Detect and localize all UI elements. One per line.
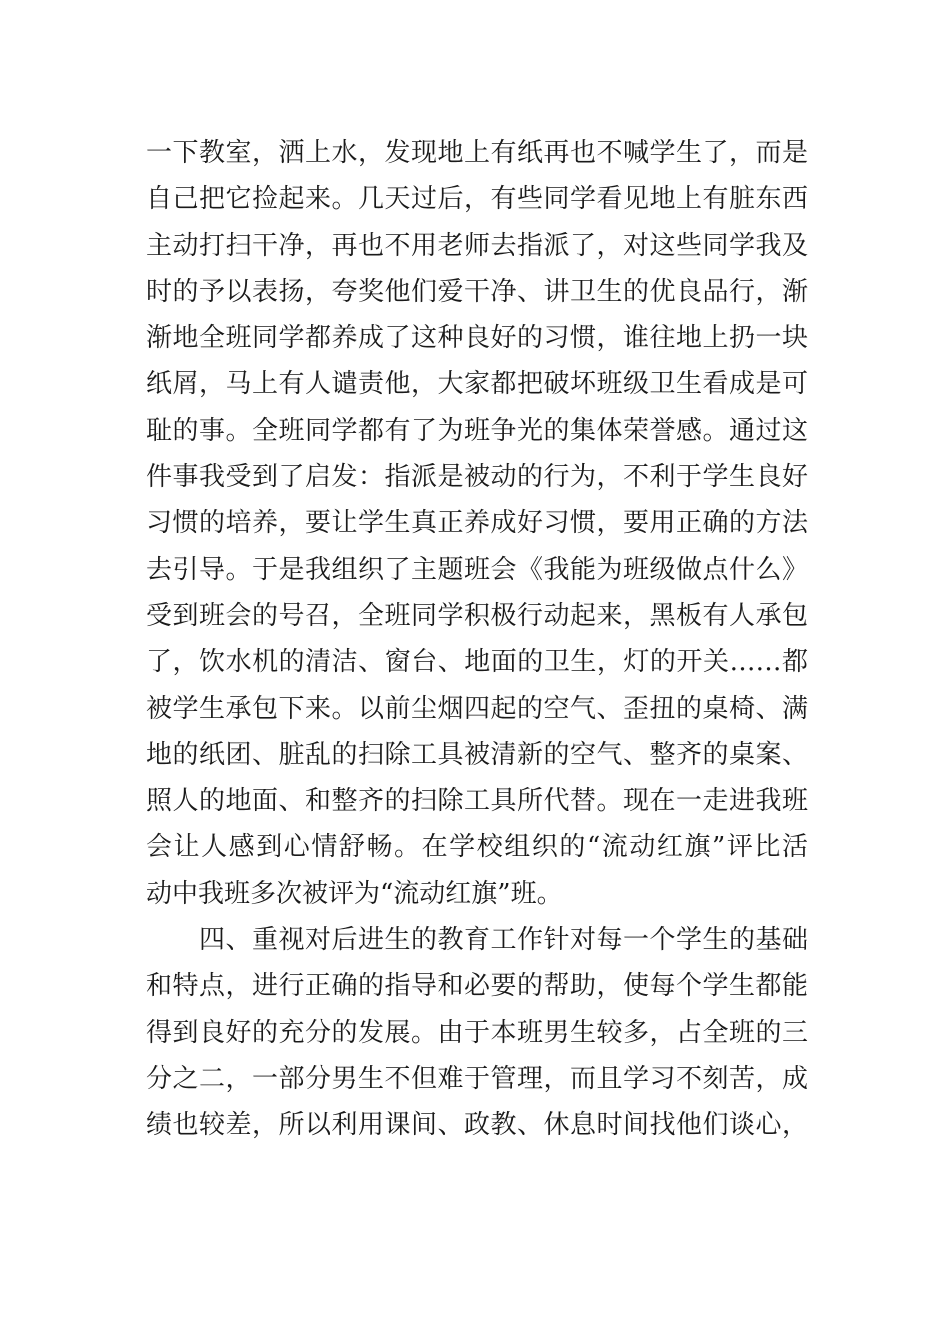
text-line: 了，饮水机的清洁、窗台、地面的卫生，灯的开关……都 — [146, 647, 808, 678]
text-line: 照人的地面、和整齐的扫除工具所代替。现在一走进我班 — [146, 786, 808, 817]
text-line: 时的予以表扬，夸奖他们爱干净、讲卫生的优良品行，渐 — [146, 276, 808, 307]
text-line: 一下教室，洒上水，发现地上有纸再也不喊学生了，而是 — [146, 138, 808, 168]
text-line: 动中我班多次被评为“流动红旗”班。 — [146, 878, 563, 909]
text-line: 耻的事。全班同学都有了为班争光的集体荣誉感。通过这 — [146, 415, 808, 446]
text-line: 地的纸团、脏乱的扫除工具被清新的空气、整齐的桌案、 — [146, 739, 808, 770]
text-line: 绩也较差，所以利用课间、政教、休息时间找他们谈心， — [146, 1110, 808, 1141]
text-line: 件事我受到了启发：指派是被动的行为，不利于学生良好 — [146, 462, 808, 493]
text-line: 分之二，一部分男生不但难于管理，而且学习不刻苦，成 — [146, 1063, 808, 1094]
text-line: 得到良好的充分的发展。由于本班男生较多，占全班的三 — [146, 1017, 808, 1048]
text-line: 渐地全班同学都养成了这种良好的习惯，谁往地上扔一块 — [146, 323, 808, 354]
document-body — [146, 130, 808, 1149]
text-line: 和特点，进行正确的指导和必要的帮助，使每个学生都能 — [146, 971, 808, 1002]
text-line: 被学生承包下来。以前尘烟四起的空气、歪扭的桌椅、满 — [146, 693, 808, 724]
text-line: 会让人感到心情舒畅。在学校组织的“流动红旗”评比活 — [146, 832, 808, 863]
text-line: 主动打扫干净，再也不用老师去指派了，对这些同学我及 — [146, 230, 808, 261]
text-line: 自己把它捡起来。几天过后，有些同学看见地上有脏东西 — [146, 184, 808, 215]
text-line: 四、重视对后进生的教育工作针对每一个学生的基础 — [146, 925, 808, 956]
text-line: 去引导。于是我组织了主题班会《我能为班级做点什么》 — [146, 554, 808, 585]
text-line: 受到班会的号召，全班同学积极行动起来，黑板有人承包 — [146, 600, 808, 631]
text-line: 习惯的培养，要让学生真正养成好习惯，要用正确的方法 — [146, 508, 808, 539]
text-line: 纸屑，马上有人谴责他，大家都把破坏班级卫生看成是可 — [146, 369, 808, 400]
